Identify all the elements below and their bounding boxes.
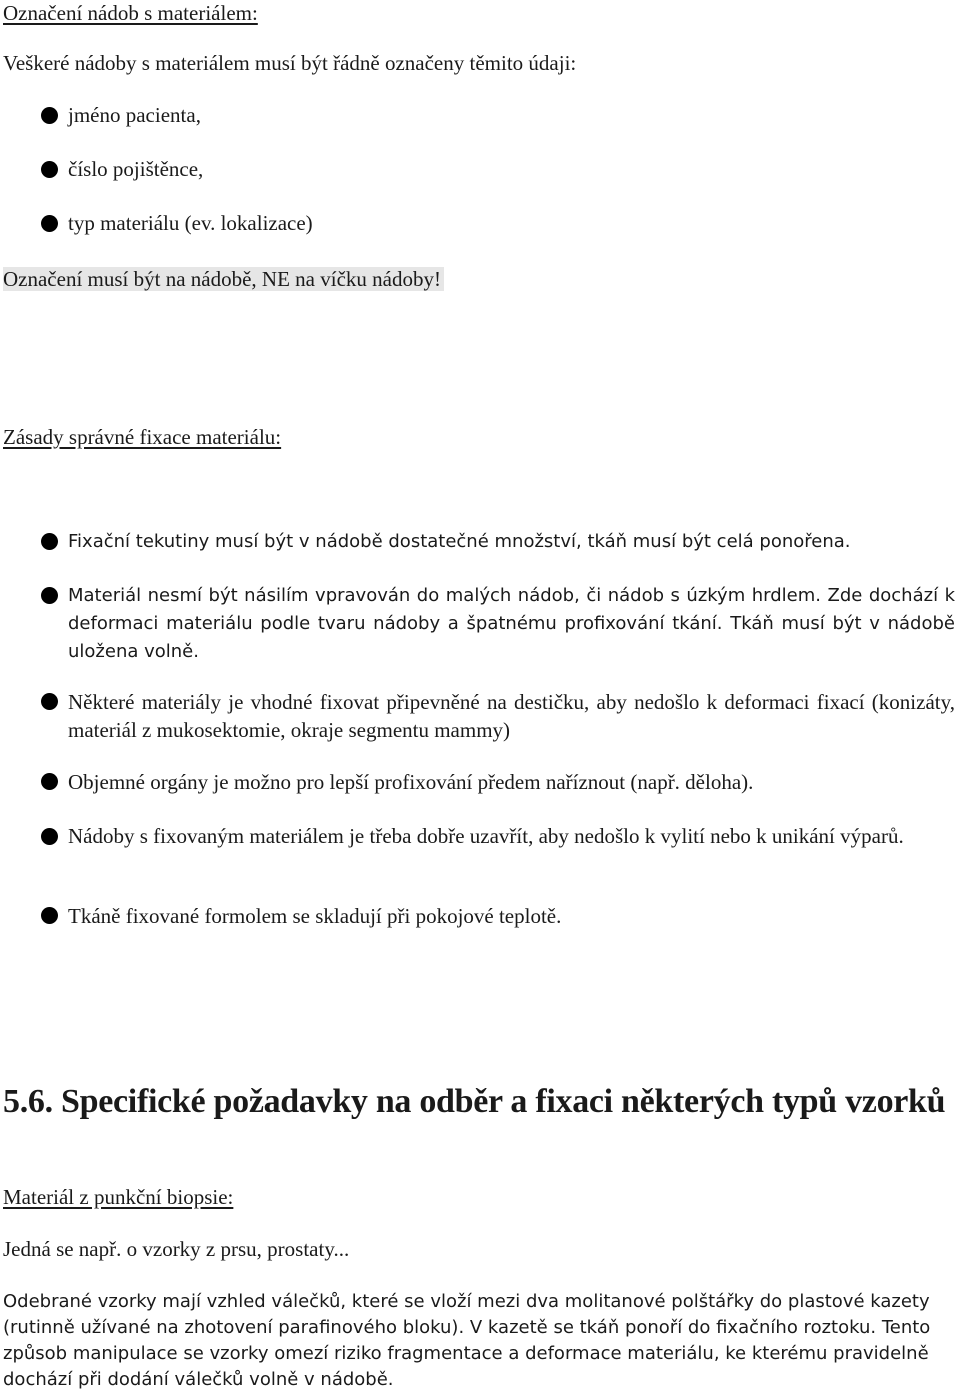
fixation-section-title: Zásady správné fixace materiálu: [3,425,282,449]
bullet-icon [41,773,58,790]
bullet-icon [41,161,58,178]
fixation-item-no-force: Materiál nesmí být násilím vpravován do malých nádob, či nádob s úzkým hrdlem. Zde dochází k deformaci materiálu podle tvaru nádoby a špatnému profixování tkání. Tkáň musí být v nádobě uložena volně. [68,585,955,662]
punch-biopsy-subtitle: Materiál z punkční biopsie: [3,1185,234,1209]
bullet-icon [41,828,58,845]
labels-note: Označení musí být na nádobě, NE na víčku nádoby! [3,266,444,292]
bullet-icon [41,693,58,710]
fixation-item-sealing: Nádoby s fixovaným materiálem je třeba dobře uzavřít, aby nedošlo k vylití nebo k unikání výparů. [68,824,904,848]
bullet-icon [41,587,58,604]
labels-intro: Veškeré nádoby s materiálem musí být řádně označeny těmito údaji: [3,51,577,75]
bullet-icon [41,907,58,924]
section-heading-5-6: 5.6. Specifické požadavky na odběr a fixaci některých typů vzorků [3,1083,946,1120]
bullet-icon [41,533,58,550]
label-item-material-type: typ materiálu (ev. lokalizace) [68,211,313,235]
fixation-item-large-organs: Objemné orgány je možno pro lepší profixování předem naříznout (např. děloha). [68,770,754,794]
punch-biopsy-paragraph: Odebrané vzorky mají vzhled válečků, které se vloží mezi dva molitanové polštářky do plastové kazety (rutinně užívané na zhotovení parafinového bloku). V kazetě se tkáň ponoří do fixačního roztoku. Tento způsob manipulace se vzorky omezí riziko fragmentace a deformace materiálu, ke kterému pravidelně dochází při dodání válečků volně v nádobě. [3,1291,931,1390]
fixation-item-fluid-amount: Fixační tekutiny musí být v nádobě dostatečné množství, tkáň musí být celá ponořena. [68,531,851,552]
punch-biopsy-example: Jedná se např. o vzorky z prsu, prostaty... [3,1237,350,1261]
fixation-item-mounting: Některé materiály je vhodné fixovat připevněné na destičku, aby nedošlo k deformaci fixací (konizáty, materiál z mukosektomie, okraje segmentu mammy) [68,690,955,742]
bullet-icon [41,215,58,232]
bullet-icon [41,107,58,124]
label-item-patient-name: jméno pacienta, [68,103,201,127]
fixation-item-storage: Tkáně fixované formolem se skladují při pokojové teplotě. [68,904,562,928]
label-item-insurance-number: číslo pojištěnce, [68,157,204,181]
labels-section-title: Označení nádob s materiálem: [3,1,258,25]
